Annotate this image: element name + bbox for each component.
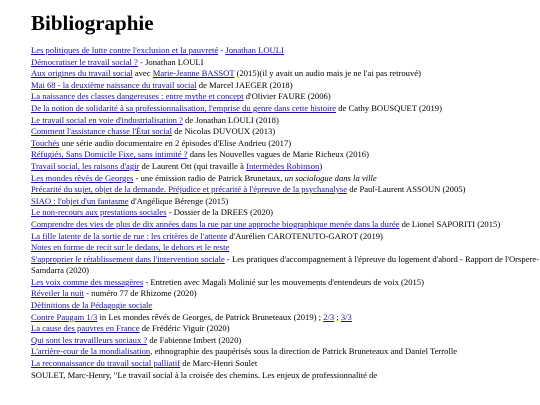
entry-link[interactable]: Mai 68 - la deuxième naissance du travail social	[31, 79, 197, 90]
bibliography-entry	[31, 277, 540, 289]
bibliography-entry	[31, 312, 540, 324]
entry-text: d'Aurélien CAROTENUTO-GAROT (2019)	[227, 230, 383, 241]
bibliography-entry	[31, 68, 540, 80]
entry-link[interactable]: SIAO : l'objet d'un fantasme	[31, 195, 129, 206]
entry-text: d'Angélique Bérenge (2015)	[128, 195, 229, 206]
entry-link[interactable]: S'approprier le rétablissement dans l'intervention sociale	[31, 253, 225, 264]
bibliography-entry	[31, 219, 540, 231]
bibliography-entry	[31, 207, 540, 219]
bibliography-entry	[31, 45, 540, 57]
entry-text: de Marcel JAEGER (2018)	[196, 79, 293, 90]
entry-link[interactable]: Jonathan LOULI	[225, 45, 284, 55]
entry-text: (2015)(il y avait un audio mais je ne l'ai pas retrouvé)	[234, 68, 421, 79]
entry-text: de Laurent Ott (qui travaille à	[139, 160, 247, 171]
bibliography-entry	[31, 149, 540, 161]
entry-text: - numéro 77 de Rhizome (2020)	[83, 288, 197, 299]
entry-text: de Paul-Laurent ASSOUN (2005)	[347, 184, 466, 195]
entry-link[interactable]: Intermèdes Robinson	[246, 160, 320, 171]
entry-link[interactable]: Les voix comme des messagères	[31, 276, 144, 287]
entry-link[interactable]: Le travail social en voie d'industrialisation ?	[31, 114, 183, 125]
entry-link[interactable]: La cause des pauvres en France	[31, 323, 140, 334]
bibliography-entry	[31, 126, 540, 138]
entry-link[interactable]: L'arrière-cour de la mondialisation	[31, 346, 151, 357]
entry-text: dans les Nouvelles vagues de Marie Richeux (2016)	[187, 149, 369, 160]
bibliography-entry	[31, 358, 540, 370]
entry-link[interactable]: Le non-recours aux prestations sociales	[31, 207, 167, 218]
entry-link[interactable]: Les mondes rêvés de Georges	[31, 172, 134, 183]
entry-link[interactable]: Définitions de la Pédagogie sociale	[31, 300, 153, 311]
bibliography-entry	[31, 103, 540, 115]
entry-italic-text: un sociologue dans la ville	[284, 172, 377, 183]
page-title: Bibliographie	[31, 11, 154, 35]
bibliography-entry	[31, 161, 540, 173]
entry-link[interactable]: La fille latente de la sortie de rue : les critères de l'attente	[31, 230, 228, 241]
entry-text: de Frédéric Viguir (2020)	[139, 323, 230, 334]
entry-text: une série audio documentaire en 2 épisodes d'Elise Andrieu (2017)	[59, 137, 292, 148]
entry-link[interactable]: 3/3	[340, 311, 352, 322]
entry-link[interactable]: Notes en forme de recit sur le dedans, le dehors et le reste	[31, 242, 230, 253]
entry-link[interactable]: Qui sont les travailleurs sociaux ?	[31, 334, 148, 345]
bibliography-entry	[31, 370, 540, 382]
bibliography-entry	[31, 254, 540, 277]
bibliography-entry	[31, 196, 540, 208]
bibliography-entry	[31, 115, 540, 127]
entry-link[interactable]: Marie-Jeanne BASSOT	[152, 68, 235, 79]
entry-link[interactable]: Démocratiser le travail social ?	[31, 56, 138, 67]
entry-text: d'Olivier FAURE (2006)	[243, 91, 331, 102]
entry-text: ;	[334, 311, 341, 322]
entry-link[interactable]: Travail social, les raisons d'agir	[31, 160, 140, 171]
entry-text: , ethnographie des paupérisés sous la direction de Patrick Bruneteaux and Daniel Terrolle	[150, 346, 458, 357]
entry-text: de Cathy BOUSQUET (2019)	[336, 102, 442, 113]
entry-link[interactable]: 2/3	[323, 311, 335, 322]
entry-link[interactable]: De la notion de solidarité à sa professionnalisation, l'emprise du genre dans cette histoire	[31, 102, 337, 113]
bibliography-entry	[31, 91, 540, 103]
bibliography-entry	[31, 173, 540, 185]
entry-text: de Fabienne Imbert (2020)	[147, 334, 242, 345]
entry-text: - Dossier de la DREES (2020)	[166, 207, 273, 218]
entry-link[interactable]: Précarité du sujet, objet de la demande. Préjudice et précarité à l'épreuve de la psychanalyse	[31, 184, 348, 195]
entry-link[interactable]: Contre Paugam 1/3	[31, 311, 98, 322]
bibliography-entry	[31, 57, 540, 69]
bibliography-entry	[31, 184, 540, 196]
bibliography-entry	[31, 242, 540, 254]
entry-text: SOULET, Marc-Henry, "Le travail social à la croisée des chemins. Les enjeux de professionnalité de	[31, 369, 378, 380]
entry-text: avec	[132, 68, 153, 79]
entry-link[interactable]: Réveiler la nuit	[31, 288, 84, 299]
entry-text: )	[319, 160, 323, 171]
bibliography-entry	[31, 288, 540, 300]
bibliography-entry	[31, 335, 540, 347]
bibliography-list	[31, 45, 540, 381]
entry-link[interactable]: Réfugiés, Sans Domicile Fixe, sans intimité ?	[31, 149, 188, 160]
entry-text: de Lionel SAPORITI (2015)	[399, 218, 501, 229]
entry-link[interactable]: La naissance des classes dangereuses : entre mythe et concept	[31, 91, 244, 102]
entry-link[interactable]: Comprendre des vies de plus de dix années dans la rue par une approche biographique menée dans la durée	[31, 218, 400, 229]
bibliography-entry	[31, 300, 540, 312]
entry-text: - Entretien avec Magali Molinié sur les mouvements d'entendeurs de voix (2015)	[143, 276, 424, 287]
bibliography-entry	[31, 346, 540, 358]
entry-text: - une émission radio de Patrick Brunetaux,	[133, 172, 285, 183]
entry-text: de Jonathan LOULI (2018)	[182, 114, 279, 125]
entry-text: in Les mondes rêvés de Georges, de Patrick Bruneteaux (2019) ;	[97, 311, 324, 322]
entry-link[interactable]: Comment l'assistance chasse l'État social	[31, 126, 173, 137]
entry-link[interactable]: La reconnaissance du travail social palliatif	[31, 358, 181, 369]
bibliography-entry	[31, 323, 540, 335]
bibliography-entry	[31, 231, 540, 243]
entry-text: de Marc-Henri Soulet	[180, 358, 258, 369]
bibliography-entry	[31, 138, 540, 150]
entry-text: -	[218, 45, 226, 55]
entry-text: - Jonathan LOULI	[137, 56, 204, 67]
entry-text: - Les pratiques d'accompagnement à l'épreuve du logement d'abord - Rapport de l'Orspere-Samdarra (2020)	[31, 253, 540, 276]
bibliography-entry	[31, 80, 540, 92]
entry-link[interactable]: Les politiques de lutte contre l'exclusion et la pauvreté	[31, 45, 219, 55]
entry-text: de Nicolas DUVOUX (2013)	[172, 126, 276, 137]
entry-link[interactable]: Touchés	[31, 137, 60, 148]
entry-link[interactable]: Aux origines du travail social	[31, 68, 133, 79]
